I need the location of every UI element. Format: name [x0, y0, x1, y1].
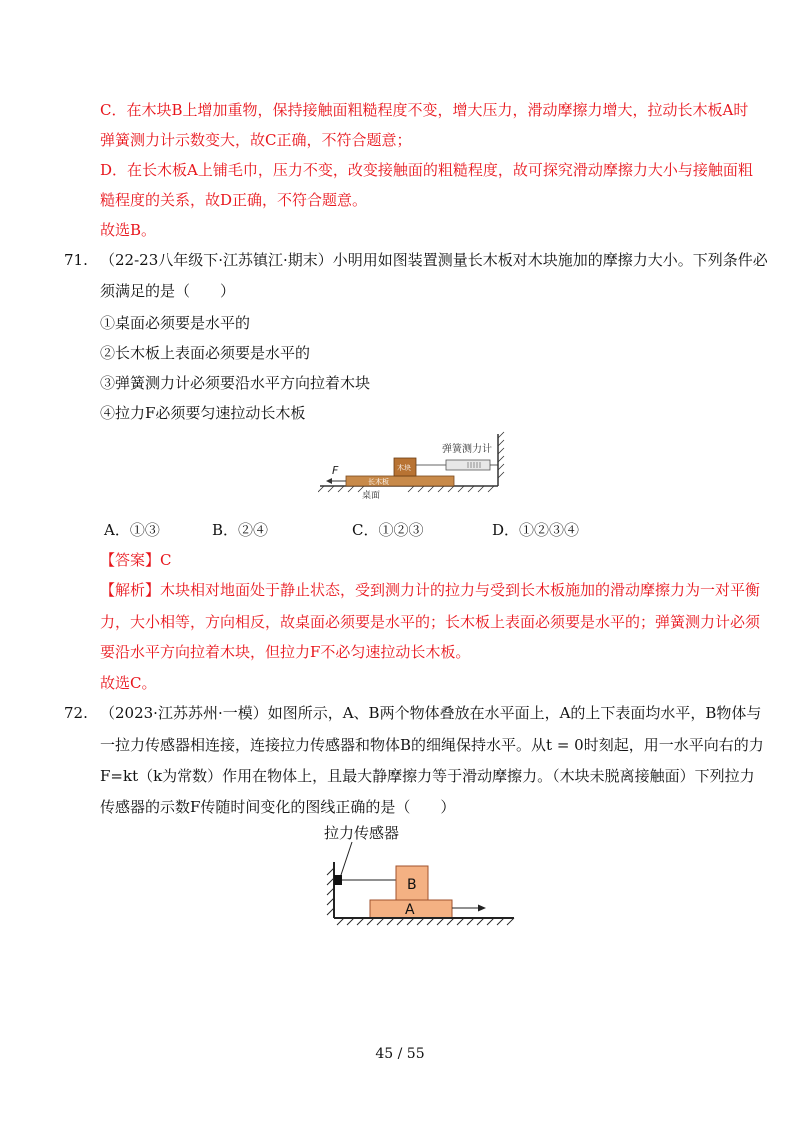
- prev-analysis-c-line1: C．在木块B上增加重物，保持接触面粗糙程度不变，增大压力，滑动摩擦力增大，拉动长木板A时: [100, 101, 749, 119]
- q72-number: 72.: [64, 704, 88, 722]
- force-sensor: [334, 875, 342, 885]
- table-hatch: [318, 486, 494, 492]
- block-label: 木块: [397, 464, 411, 472]
- block-b-label: B: [407, 877, 417, 893]
- q71-condition-1: ①桌面必须要是水平的: [100, 314, 251, 332]
- q71-answer: 【答案】C: [100, 551, 172, 569]
- force-label: F: [332, 464, 339, 477]
- q72-stem-line4: 传感器的示数F传随时间变化的图线正确的是（ ）: [100, 798, 456, 816]
- q71-condition-2: ②长木板上表面必须要是水平的: [100, 344, 311, 362]
- force-arrowhead: [326, 478, 332, 484]
- long-board: [346, 476, 454, 486]
- q71-option-a: A．①③: [104, 521, 160, 539]
- table-label: 桌面: [362, 491, 381, 500]
- q71-option-c: C．①②③: [352, 521, 424, 539]
- q71-condition-4: ④拉力F必须要匀速拉动长木板: [100, 404, 306, 422]
- wall-hatch: [327, 868, 334, 915]
- q71-stem-line2: 须满足的是（ ）: [100, 282, 236, 300]
- board-label: 长木板: [368, 478, 389, 486]
- q71-number: 71.: [64, 251, 88, 269]
- q72-stem-line3: F=kt（k为常数）作用在物体上，且最大静摩擦力等于滑动摩擦力。（木块未脱离接触面）下列拉力: [100, 767, 755, 785]
- wall-hatch: [498, 432, 504, 478]
- q71-analysis-line3: 要沿水平方向拉着木块，但拉力F不必匀速拉动长木板。: [100, 643, 471, 661]
- q72-stem-line1: （2023·江苏苏州·一模）如图所示，A、B两个物体叠放在水平面上，A的上下表面均水平，B物体与: [100, 704, 762, 722]
- label-pointer: [340, 842, 352, 878]
- prev-choose: 故选B。: [100, 221, 157, 239]
- q71-condition-3: ③弹簧测力计必须要沿水平方向拉着木块: [100, 374, 371, 392]
- spring-scale-label: 弹簧测力计: [442, 444, 492, 455]
- ground-hatch: [337, 918, 514, 925]
- prev-analysis-c-line2: 弹簧测力计示数变大，故C正确，不符合题意；: [100, 131, 412, 149]
- q71-analysis-line2: 力，大小相等，方向相反，故桌面必须要是水平的；长木板上表面必须要是水平的；弹簧测力计必须: [100, 613, 761, 631]
- q71-option-d: D．①②③④: [492, 521, 580, 539]
- q71-stem-line1: （22-23八年级下·江苏镇江·期末）小明用如图装置测量长木板对木块施加的摩擦力大小。下列条件必: [100, 251, 768, 269]
- prev-analysis-d-line2: 糙程度的关系，故D正确，不符合题意。: [100, 191, 368, 209]
- q72-stem-line2: 一拉力传感器相连接，连接拉力传感器和物体B的细绳保持水平。从t = 0时刻起，用一水平向右的力: [100, 736, 764, 754]
- q71-figure: [318, 428, 508, 500]
- q71-analysis-line1: 【解析】木块相对地面处于静止状态，受到测力计的拉力与受到长木板施加的滑动摩擦力为一对平衡: [100, 581, 761, 599]
- q72-figure: [318, 818, 518, 928]
- sensor-label: 拉力传感器: [324, 824, 400, 842]
- block-a-label: A: [405, 902, 415, 918]
- q71-choose: 故选C。: [100, 674, 157, 692]
- q71-option-b: B．②④: [212, 521, 269, 539]
- page-number: 45 / 55: [375, 1046, 425, 1062]
- force-arrowhead: [478, 905, 486, 912]
- prev-analysis-d-line1: D．在长木板A上铺毛巾，压力不变，改变接触面的粗糙程度，故可探究滑动摩擦力大小与接触面粗: [100, 161, 753, 179]
